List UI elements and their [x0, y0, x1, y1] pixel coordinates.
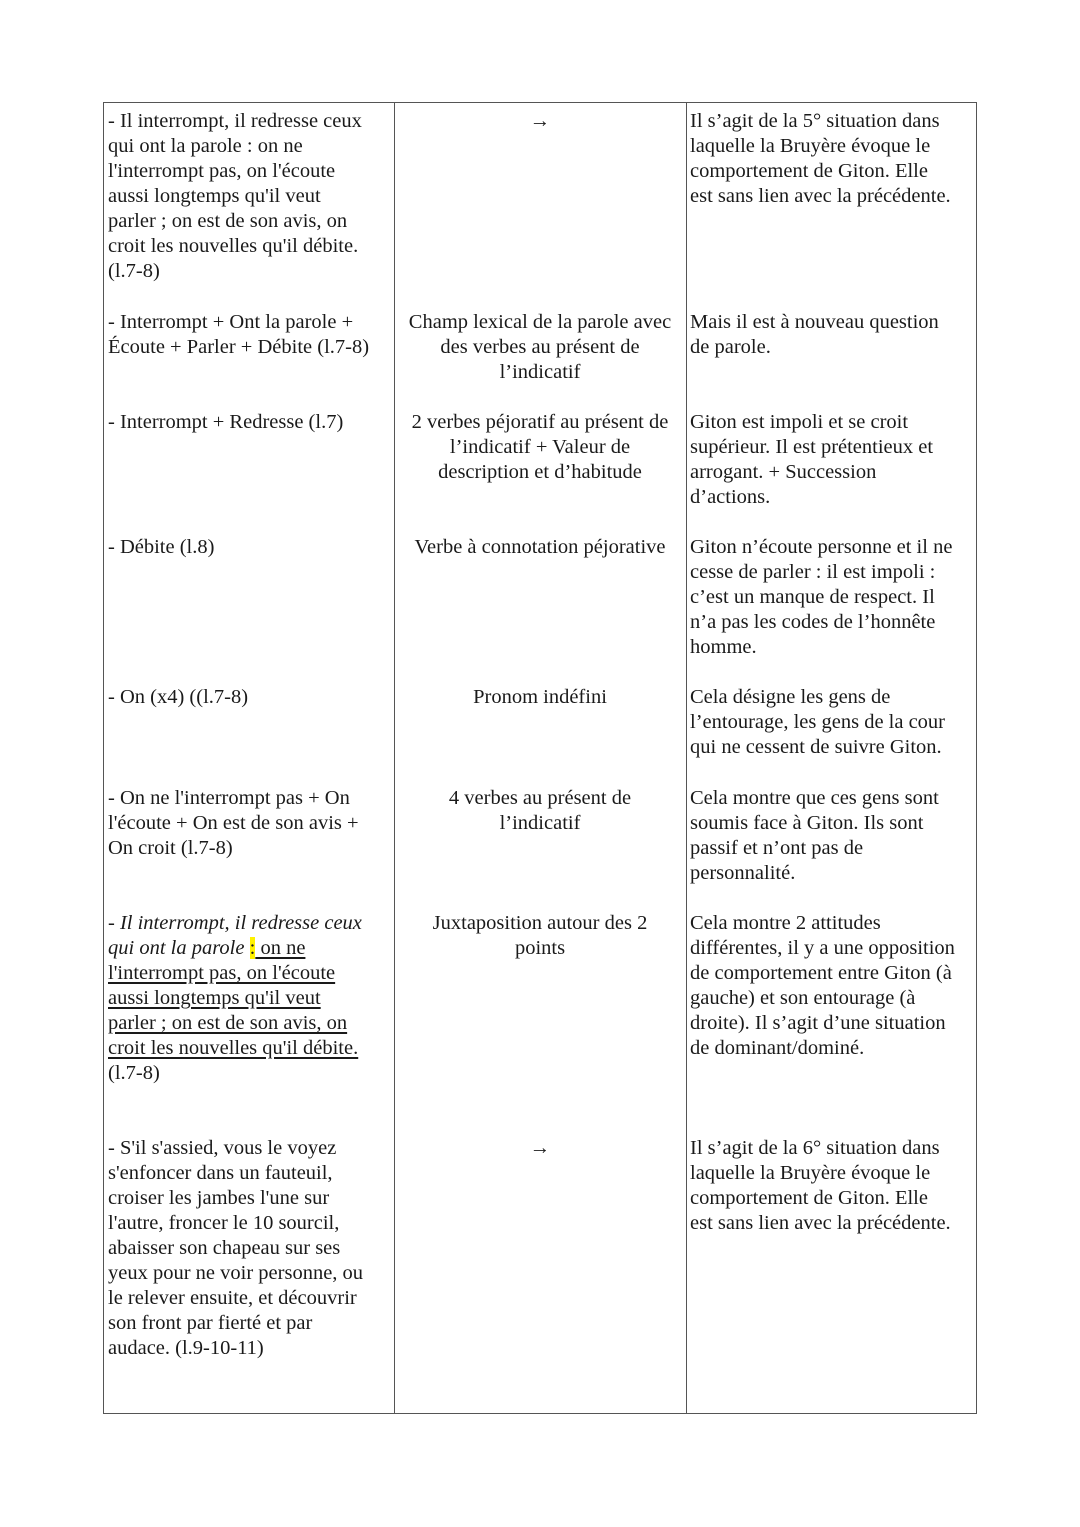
row1-quote: - Il interrompt, il redresse ceux qui ont la parole : on ne l'interrompt pas, on l'écoute aussi longtemps qu'il veut parler ; on est de son avis, on croit les nouvelles qu'il débite. (l.7-8): [108, 110, 362, 282]
row4-quote: - Débite (l.8): [108, 536, 215, 558]
row8-arrow-icon: →: [529, 1137, 551, 1159]
row3-interpretation: Giton est impoli et se croit supérieur. Il est prétentieux et arrogant. + Succession d’actions.: [690, 411, 934, 508]
row6-procede: 4 verbes au présent de l’indicatif: [448, 787, 632, 834]
row4-interpretation: Giton n’écoute personne et il ne cesse de parler : il est impoli : c’est un manque de respect. Il n’a pas les codes de l’honnête homme.: [690, 536, 953, 658]
row8-quote: - S'il s'assied, vous le voyez s'enfoncer dans un fauteuil, croiser les jambes l'une sur l'autre, froncer le 10 sourcil, abaisser son chapeau sur ses yeux pour ne voir personne, ou le relever ensuite, et découvrir son front par fierté et par audace. (l.9-10-11): [108, 1137, 364, 1359]
row2-interpretation: Mais il est à nouveau question de parole.: [690, 311, 939, 358]
row5-quote: - On (x4) ((l.7-8): [108, 686, 249, 708]
row7-interpretation: Cela montre 2 attitudes différentes, il y a une opposition de comportement entre Giton (à gauche) et son entourage (à droite). Il s’agit d’une situation de dominant/dominé.: [690, 912, 955, 1059]
row6-quote: - On ne l'interrompt pas + On l'écoute + On est de son avis + On croit (l.7-8): [108, 787, 359, 859]
row1-interpretation: Il s’agit de la 5° situation dans laquelle la Bruyère évoque le comportement de Giton. Elle est sans lien avec la précédente.: [690, 110, 951, 207]
row7-quote-italic: - Il interrompt, il redresse ceux qui ont la parole: [108, 912, 362, 959]
row7-procede: Juxtaposition autour des 2 points: [432, 912, 648, 959]
row1-arrow-icon: →: [529, 110, 551, 132]
row2-quote: - Interrompt + Ont la parole + Écoute + Parler + Débite (l.7-8): [108, 311, 370, 358]
row7-quote-underlined: on ne l'interrompt pas, on l'écoute aussi longtemps qu'il veut parler ; on est de son avis, on croit les nouvelles qu'il débite.: [108, 937, 359, 1059]
row6-interpretation: Cela montre que ces gens sont soumis face à Giton. Ils sont passif et n’ont pas de personnalité.: [690, 787, 939, 884]
row4-procede: Verbe à connotation péjorative: [414, 536, 666, 558]
row7-quote: [108, 911, 393, 1086]
row8-interpretation: Il s’agit de la 6° situation dans laquelle la Bruyère évoque le comportement de Giton. Elle est sans lien avec la précédente.: [690, 1137, 951, 1234]
column-divider: [686, 103, 687, 1413]
row7-quote-ref: (l.7-8): [108, 1062, 160, 1084]
column-divider: [394, 103, 395, 1413]
row3-procede: 2 verbes péjoratif au présent de l’indicatif + Valeur de description et d’habitude: [411, 411, 669, 483]
row5-interpretation: Cela désigne les gens de l’entourage, les gens de la cour qui ne cessent de suivre Giton.: [690, 686, 946, 758]
row7-highlighted-colon: :: [249, 937, 256, 959]
row3-quote: - Interrompt + Redresse (l.7): [108, 411, 344, 433]
row5-procede: Pronom indéfini: [473, 686, 607, 708]
row2-procede: Champ lexical de la parole avec des verbes au présent de l’indicatif: [408, 311, 672, 383]
